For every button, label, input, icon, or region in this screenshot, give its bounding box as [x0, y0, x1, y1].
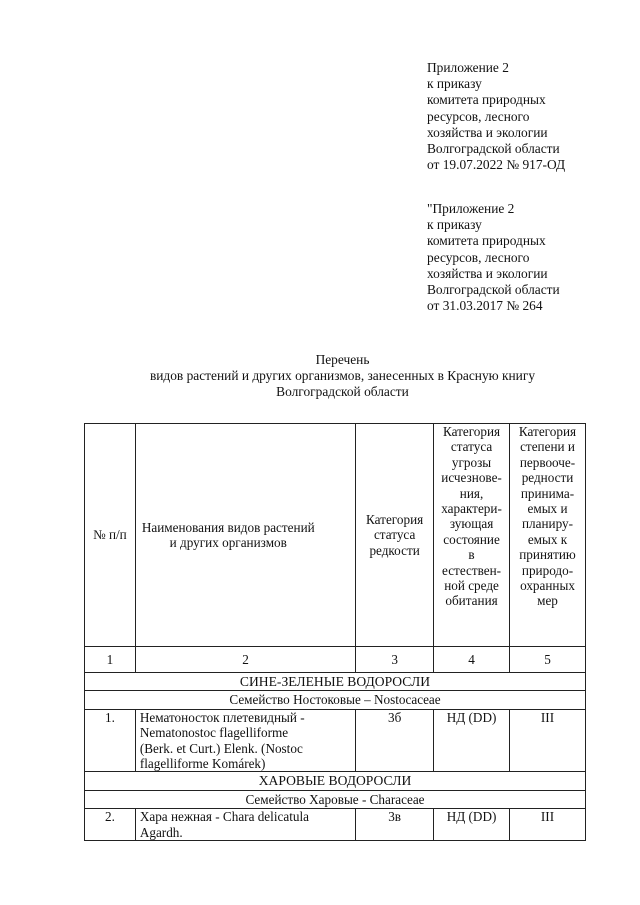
column-number: 2	[135, 647, 355, 673]
column-number-row	[85, 647, 586, 673]
appendix-line: к приказу	[427, 217, 482, 233]
header-rarity: Категория статуса редкости	[356, 424, 434, 647]
header-threat: Категория статуса угрозы исчезнове- ния, характери- зующая состояние в естествен- ной среде обитания	[434, 424, 510, 647]
header-num: № п/п	[85, 424, 136, 647]
appendix-line: хозяйства и экологии	[427, 124, 548, 140]
appendix-line: "Приложение 2	[427, 201, 515, 216]
family-row	[85, 790, 586, 808]
family-title: Семейство Харовые - Characeae	[85, 790, 586, 808]
document-title	[85, 352, 600, 401]
appendix-line: Волгоградской области	[427, 282, 560, 298]
title-line: Волгоградской области	[276, 384, 409, 400]
family-title: Семейство Ностоковые – Nostocaceae	[85, 691, 586, 709]
row-num: 2.	[85, 809, 136, 841]
group-title: СИНЕ-ЗЕЛЕНЫЕ ВОДОРОСЛИ	[85, 673, 586, 691]
header-priority: Категория степени и первооче- редности принима- емых и планиру- емых к принятию природо- охранных мер	[510, 424, 586, 647]
appendix-line: комитета природных	[427, 92, 546, 108]
table-row	[85, 709, 586, 772]
header-name: Наименования видов растений и других организмов	[141, 519, 315, 550]
column-number: 1	[85, 647, 136, 673]
group-row	[85, 772, 586, 790]
appendix-line: Волгоградской области	[427, 141, 560, 157]
appendix-line: ресурсов, лесного	[427, 108, 530, 124]
appendix-previous-block	[427, 201, 560, 314]
title-line: видов растений и других организмов, занесенных в Красную книгу	[149, 368, 536, 384]
column-number: 3	[356, 647, 434, 673]
appendix-line: комитета природных	[427, 233, 546, 249]
red-book-table	[84, 423, 586, 841]
family-row	[85, 691, 586, 709]
row-rarity: 3б	[356, 709, 434, 772]
appendix-line: хозяйства и экологии	[427, 265, 548, 281]
table-header-row	[85, 424, 586, 647]
row-name: Хара нежная - Chara delicatula Agardh.	[135, 809, 355, 841]
appendix-line: Приложение 2	[427, 60, 509, 75]
column-number: 5	[510, 647, 586, 673]
appendix-line: к приказу	[427, 76, 482, 92]
table-row	[85, 809, 586, 841]
appendix-current-block	[427, 60, 565, 173]
title-line: Перечень	[315, 352, 370, 367]
group-title: ХАРОВЫЕ ВОДОРОСЛИ	[85, 772, 586, 790]
group-row	[85, 673, 586, 691]
row-priority: III	[510, 809, 586, 841]
row-threat: НД (DD)	[434, 809, 510, 841]
column-number: 4	[434, 647, 510, 673]
appendix-line: от 19.07.2022 № 917-ОД	[427, 157, 566, 173]
row-priority: III	[510, 709, 586, 772]
header-name-cell	[135, 424, 355, 647]
row-threat: НД (DD)	[434, 709, 510, 772]
row-rarity: 3в	[356, 809, 434, 841]
row-num: 1.	[85, 709, 136, 772]
appendix-line: от 31.03.2017 № 264	[427, 298, 543, 314]
row-name: Нематоносток плетевидный - Nematonostoc flagelliforme (Berk. et Curt.) Elenk. (Nostoc flagelliforme Komárek)	[135, 709, 355, 772]
appendix-line: ресурсов, лесного	[427, 249, 530, 265]
